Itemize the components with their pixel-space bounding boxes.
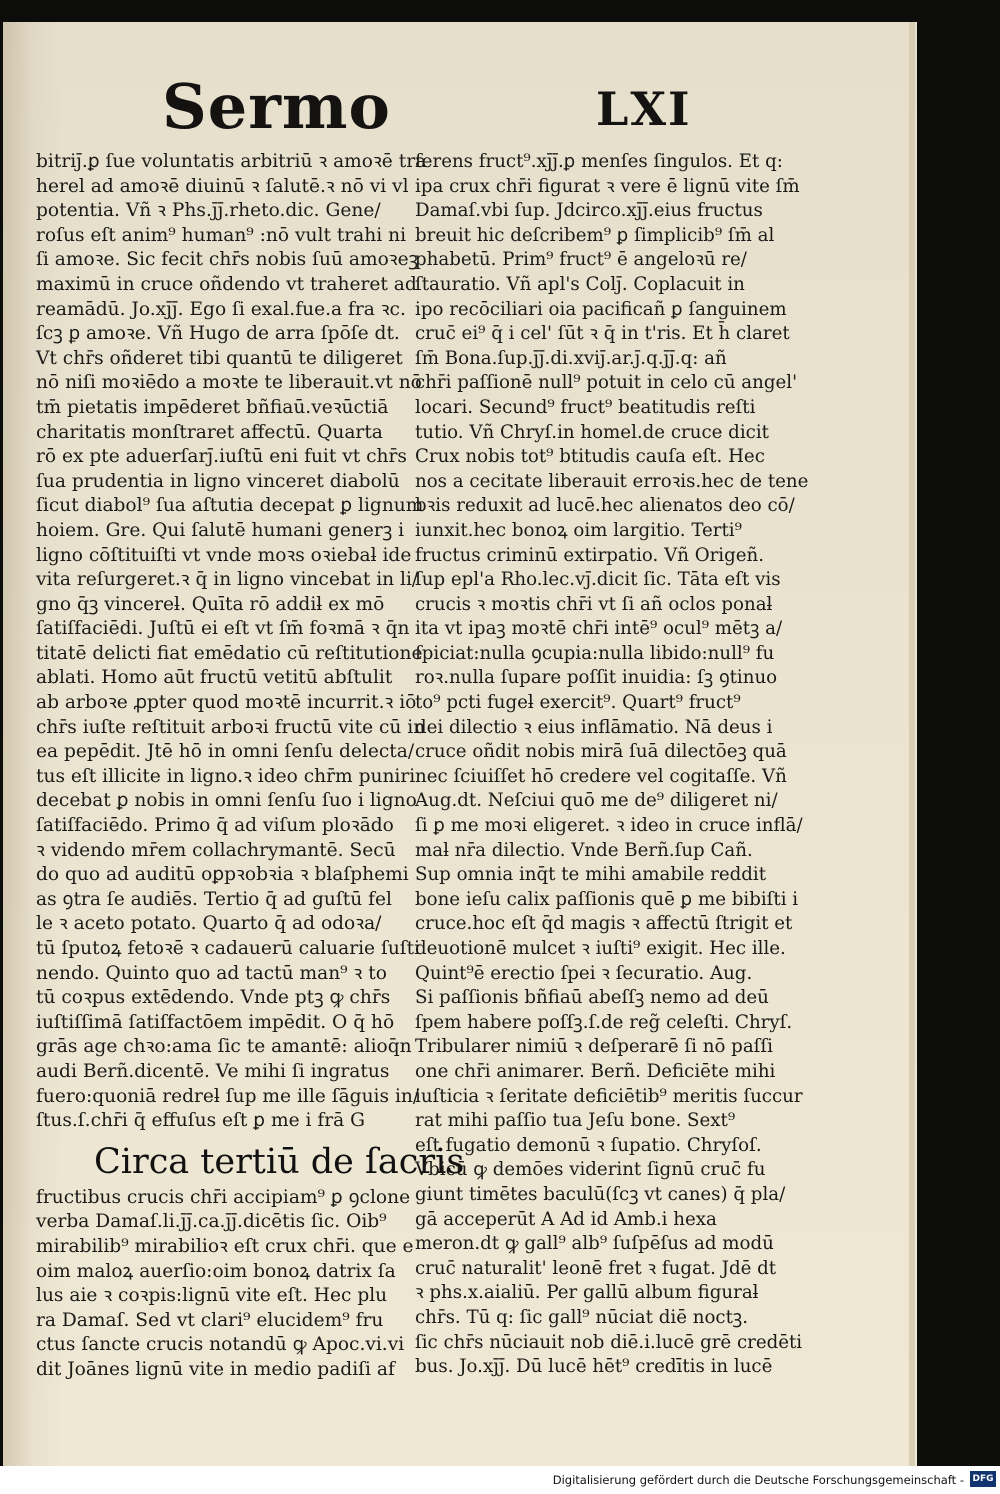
page-edge — [909, 22, 915, 1466]
text-line: ſpem habere poſſꝫ.ſ.de reg̃ celeſti. Chryſ. — [415, 1011, 793, 1033]
text-line: ſatiſfaciēdo. Primo q̄ ad viſum ploꝛādo — [36, 815, 394, 837]
text-line: mirabilib⁹ mirabilioꝛ eſt crux chr̄i. que e — [36, 1235, 414, 1257]
text-line: fuero:quoniā redreƚ ſup me ille ſāguis in/ — [36, 1085, 420, 1107]
text-line: le ꝛ aceto potato. Quarto q̄ ad odoꝛa/ — [36, 913, 382, 935]
text-line: dei dilectio ꝛ eius inflāmatio. Nā deus i — [415, 716, 773, 738]
text-line: Si paſſionis bñfiaū abeſſꝫ nemo ad deū — [415, 987, 769, 1009]
text-line: Quint⁹ē erectio ſpei ꝛ ſecuratio. Aug. — [415, 962, 753, 984]
text-line: tutio. Vñ Chryſ.in homel.de cruce dicit — [415, 421, 769, 443]
text-line: iunxit.hec bonoꝝ oim largitio. Terti⁹ — [415, 519, 742, 541]
text-line: ſup epl'a Rho.lec.vȷ̄.dicit ſic. Tāta eſt vis — [415, 569, 781, 591]
text-line: bꝛis reduxit ad lucē.hec alienatos deo cō/ — [415, 495, 795, 517]
text-line: crucis ꝛ moꝛtis chr̄i vt ſi añ oclos ponaƚ — [415, 593, 773, 615]
digitization-footer — [0, 1466, 1000, 1494]
section-heading: Circa tertiū de ſacris — [94, 1141, 465, 1182]
text-line: ſic chr̄s nūciauit nob diē.i.lucē grē credēti — [415, 1331, 803, 1353]
text-line: cruce oñdit nobis mirā ſuā dilectōeꝫ quā — [415, 741, 787, 763]
text-line: ablati. Homo aūt fructū vetitū abſtulit — [36, 667, 393, 689]
text-line: ſpiciat:nulla ꝯcupia:nulla libido:null⁹ fu — [415, 642, 775, 664]
text-line: bitriȷ̄.ꝑ ſue voluntatis arbitriū ꝛ amoꝛē tra — [36, 151, 427, 172]
text-line: one chr̄i animarer. Berñ. Deficiēte mihi — [415, 1060, 776, 1082]
text-line: nos a cecitate liberauit erroꝛis.hec de tene — [415, 470, 809, 492]
right-column-text — [415, 150, 809, 1380]
text-line: ſatiſfaciēdi. Juſtū ei eſt vt ſm̄ foꝛmā ꝛ q̄n — [36, 618, 410, 640]
text-line: ſicut diabol⁹ ſua aſtutia decepat ꝑ lignum — [36, 495, 424, 517]
text-line: ita vt ipaꝫ moꝛtē chr̄i intē⁹ ocul⁹ mētꝫ a/ — [415, 618, 783, 640]
text-line: fructibus crucis chr̄i accipiam⁹ ꝑ ꝯclone — [36, 1186, 411, 1208]
dfg-logo: DFG — [970, 1471, 996, 1487]
text-line: decebat ꝑ nobis in omni ſenſu ſuo i ligno — [36, 790, 417, 812]
left-column-text-top — [36, 150, 427, 1134]
text-line: Sup omnia inq̄t te mihi amabile reddit — [415, 864, 767, 886]
text-line: nendo. Quinto quo ad tactū man⁹ ꝛ to — [36, 962, 387, 984]
funding-credit: Digitalisierung gefördert durch die Deutsche Forschungsgemeinschaft - — [552, 1473, 964, 1487]
text-line: ipo recōciliari oia pacificañ ꝑ ſanguinem — [415, 298, 787, 320]
text-line: verba Damaſ.li.ȷ̄ȷ̄.ca.ȷ̄ȷ̄.dicētis ſic. Oib⁹ — [36, 1211, 387, 1233]
text-line: lus aie ꝛ coꝛpis:lignū vite eſt. Hec plu — [36, 1285, 388, 1307]
text-line: herel ad amoꝛē diuinū ꝛ ſalutē.ꝛ nō vi vl — [36, 175, 409, 197]
text-line: titatē delicti fiat emēdatio cū reſtitutione — [36, 642, 423, 664]
text-line: eſt fugatio demonū ꝛ ſupatio. Chryſoſ. — [415, 1134, 762, 1156]
text-line: maƚ nr̄a dilectio. Vnde Berñ.ſup Cañ. — [415, 839, 753, 861]
right-column — [415, 150, 809, 1380]
text-line: roſus eſt anim⁹ human⁹ :nō vult trahi ni — [36, 224, 407, 246]
folio-number: LXI — [596, 82, 692, 136]
text-line: deuotionē mulcet ꝛ iuſti⁹ exigit. Hec ille. — [415, 938, 786, 959]
text-line: nō niſi moꝛiēdo a moꝛte te liberauit.vt nō — [36, 372, 422, 394]
text-line: ſtus.ſ.chr̄i q̄ effuſus eſt ꝑ me i frā G — [36, 1110, 366, 1132]
text-line: maximū in cruce oñdendo vt traheret ad — [36, 273, 417, 295]
text-line: charitatis monſtraret affectū. Quarta — [36, 421, 383, 443]
text-line: ꝛ phs.x.aialiū. Per gallū album figuraƚ — [415, 1282, 759, 1304]
text-line: do quo ad auditū oꝑpꝛobꝛia ꝛ blaſphemi — [36, 864, 409, 886]
text-line: as ꝯtra ſe audiēs. Tertio q̄ ad guſtū fel — [36, 888, 392, 910]
text-line: phabetū. Prim⁹ fruct⁹ ē angeloꝛū re/ — [415, 249, 747, 271]
text-line: chr̄s. Tū q: ſic gall⁹ nūciat diē noctꝫ. — [415, 1306, 748, 1328]
left-column — [36, 150, 465, 1383]
text-line: rō ex pte aduerſarȷ̄.iuſtū eni fuit vt chr̄s — [36, 446, 407, 468]
text-line: ſi amoꝛe. Sic fecit chr̄s nobis ſuū amoꝛeꝫ — [36, 249, 419, 271]
text-line: tū coꝛpus extēdendo. Vnde ptꝫ ꝙ chr̄s — [36, 987, 391, 1009]
text-line: breuit hic deſcribem⁹ ꝑ ſimplicib⁹ ſm̄ al — [415, 224, 775, 246]
text-line: fructus criminū extirpatio. Vñ Origeñ. — [415, 544, 765, 566]
text-line: ſtauratio. Vñ apl's Colȷ̄. Coplacuit in — [415, 273, 745, 295]
text-line: bus. Jo.xȷ̄ȷ̄. Dū lucē hēt⁹ credītis in lucē — [415, 1356, 773, 1378]
text-line: Aug.dt. Neſciui quō me de⁹ diligeret ni/ — [415, 790, 778, 812]
text-line: Vbicū ꝙ demōes viderint ſignū cruc̄ fu — [415, 1159, 766, 1181]
text-line: gno q̄ꝫ vincereƚ. Quīta rō addiƚ ex mō — [36, 593, 385, 615]
text-line: tm̄ pietatis impēderet bñfiaū.veꝛūctiā — [36, 396, 389, 418]
text-line: potentia. Vñ ꝛ Phs.ȷ̄ȷ̄.rheto.dic. Gene/ — [36, 200, 381, 222]
text-line: ferens fruct⁹.xȷ̄ȷ̄.ꝑ menſes ſingulos. Et q: — [415, 151, 783, 172]
text-line: oim maloꝝ auerſio:oim bonoꝝ datrix ſa — [36, 1260, 396, 1282]
text-line: iuſtiſſimā ſatiſfactōem impēdit. O q̄ hō — [36, 1011, 395, 1033]
text-line: Crux nobis tot⁹ btitudis cauſa eſt. Hec — [415, 446, 765, 468]
text-line: chr̄i paſſionē null⁹ potuit in celo cū angel' — [415, 372, 798, 394]
text-line: roꝛ.nulla ſupare poſſit inuidia: ſꝫ ꝯtinuo — [415, 667, 778, 689]
text-line: tus eſt illicite in ligno.ꝛ ideo chr̄m puniri — [36, 765, 416, 787]
text-line: ctus ſancte crucis notandū ꝙ Apoc.vi.vi — [36, 1334, 405, 1356]
text-line: ſi ꝑ me moꝛi eligeret. ꝛ ideo in cruce inflā/ — [415, 815, 803, 837]
text-line: reamādū. Jo.xȷ̄ȷ̄. Ego ſi exal.fue.a fra ꝛc. — [36, 298, 406, 320]
text-line: rat mihi paſſio tua Jeſu bone. Sext⁹ — [415, 1110, 736, 1132]
text-line: iuſticia ꝛ ſeritate deficiētib⁹ meritis ſuccur — [415, 1085, 803, 1107]
left-column-text-bottom — [36, 1186, 414, 1383]
text-line: to⁹ pcti fugeƚ exercit⁹. Quart⁹ fruct⁹ — [415, 692, 741, 714]
text-line: vita reſurgeret.ꝛ q̄ in ligno vincebat in li/ — [36, 569, 419, 591]
text-line: ea pepēdit. Jtē hō in omni ſenſu delecta/ — [36, 741, 415, 763]
text-line: dit Joānes lignū vite in medio padiſi af — [36, 1358, 395, 1380]
text-line: meron.dt ꝙ gall⁹ alb⁹ ſuſpēſus ad modū — [415, 1233, 774, 1255]
text-line: ſcꝫ ꝑ amoꝛe. Vñ Hugo de arra ſpōſe dt. — [36, 323, 400, 345]
text-line: Damaſ.vbi ſup. Jdcirco.xȷ̄ȷ̄.eius fructus — [415, 200, 763, 222]
text-line: ab arboꝛe ꝓpter quod moꝛtē incurrit.ꝛ iō — [36, 692, 417, 714]
running-title: Sermo — [162, 70, 391, 143]
text-line: ipa crux chr̄i figurat ꝛ vere ē lignū vite ſm̄ — [415, 175, 800, 197]
text-line: ſm̄ Bona.ſup.ȷ̄ȷ̄.di.xviȷ̄.ar.ȷ̄.q.ȷ̄ȷ̄.q: añ — [415, 347, 727, 369]
text-line: gā acceperūt A Ad id Amb.i hexa — [415, 1208, 717, 1230]
text-line: nec ſciuiſſet hō credere vel cogitaſſe. Vñ — [415, 765, 787, 787]
text-line: locari. Secund⁹ fruct⁹ beatitudis reſti — [415, 396, 756, 418]
text-line: cruc̄ ei⁹ q̄ i cel' ſūt ꝛ q̄ in t'ris. Et h̄ claret — [415, 323, 790, 345]
text-line: chr̄s iuſte reſtituit arboꝛi fructū vite cū in — [36, 716, 426, 738]
text-line: cruc̄ naturalit' leonē fret ꝛ fugat. Jdē dt — [415, 1257, 777, 1279]
text-line: bone ieſu calix paſſionis quē ꝑ me bibiſti i — [415, 888, 799, 910]
text-line: hoiem. Gre. Qui ſalutē humani generꝫ i — [36, 519, 405, 541]
text-line: audi Berñ.dicentē. Ve mihi ſi ingratus — [36, 1060, 390, 1082]
text-line: ligno cōſtituiſti vt vnde moꝛs oꝛiebaƚ ide — [36, 544, 412, 566]
text-line: giunt timētes baculū(ſcꝫ vt canes) q̄ pla/ — [415, 1183, 786, 1205]
text-line: ra Damaſ. Sed vt clari⁹ elucidem⁹ fru — [36, 1309, 384, 1331]
text-line: tū ſputoꝝ fetoꝛē ꝛ cadauerū caluarie ſuſti — [36, 938, 421, 959]
text-line: ꝛ videndo mr̄em collachrymantē. Secū — [36, 839, 396, 861]
text-line: Vt chr̄s oñderet tibi quantū te diligeret — [36, 347, 403, 369]
text-line: cruce.hoc eſt q̄d magis ꝛ affectū ſtrigit et — [415, 913, 793, 935]
text-line: Tribularer nimiū ꝛ deſperarē ſi nō paſſi — [415, 1036, 773, 1058]
text-line: grās age chꝛo:ama ſic te amantē: alioq̄n — [36, 1036, 412, 1058]
text-line: ſua prudentia in ligno vinceret diabolū — [36, 470, 400, 492]
